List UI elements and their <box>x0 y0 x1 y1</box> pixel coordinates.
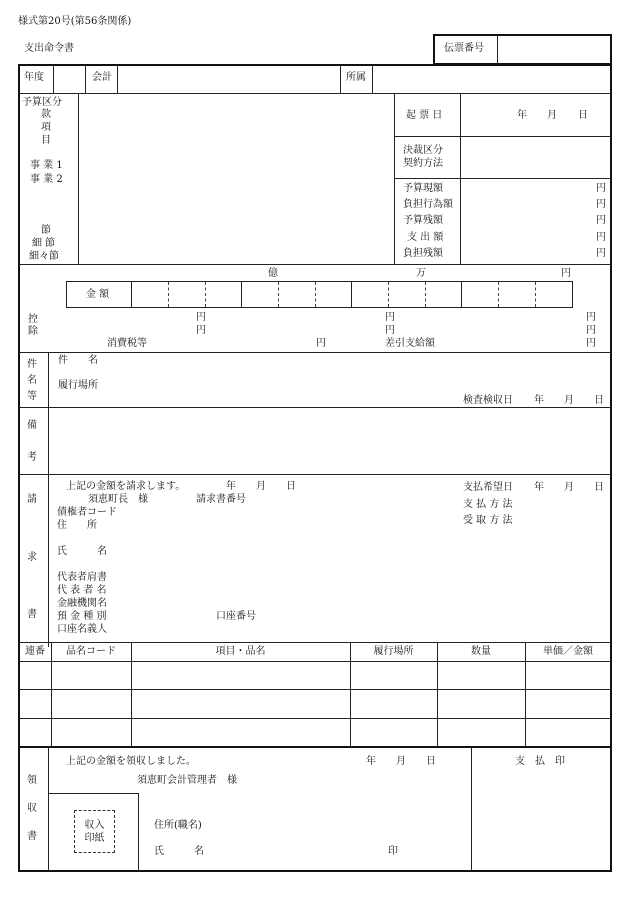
col-item-code: 品名コード <box>66 646 116 657</box>
main-frame <box>18 64 612 872</box>
saisetsu-label: 細 節 <box>32 238 56 249</box>
col-serial: 連番 <box>25 646 45 657</box>
subject-name-label: 件 名 <box>58 355 98 366</box>
deposit-type-label: 預 金 種 別 <box>57 611 107 622</box>
slip-number-label: 伝票番号 <box>444 43 484 54</box>
commitment-remaining-label: 負担残額 <box>403 248 443 259</box>
net-pay-label: 差引支給額 <box>385 338 435 349</box>
col-place: 履行場所 <box>373 646 414 657</box>
col-item-name: 項目・品名 <box>215 646 266 657</box>
invoice-number-label: 請求書番号 <box>196 494 246 505</box>
seal-label: 印 <box>388 846 398 857</box>
rep-name-label: 代 表 者 名 <box>57 585 107 596</box>
form-number: 様式第20号(第56条関係) <box>18 16 132 27</box>
amount-label: 金 額 <box>86 289 110 300</box>
request-text: 上記の金額を請求します。 <box>66 481 186 492</box>
project-1-label: 事 業 1 <box>30 160 63 171</box>
revenue-stamp-label-2: 印紙 <box>84 833 105 844</box>
receipt-text: 上記の金額を領収しました。 <box>66 756 196 767</box>
receipt-label: 領 <box>27 775 37 786</box>
account-number-label: 口座番号 <box>216 611 256 622</box>
account-holder-label: 口座名義人 <box>57 624 107 635</box>
invoice-label: 請 <box>27 494 37 505</box>
budget-category-label: 予算区分 <box>22 97 62 108</box>
payment-date-label: 支払希望日 <box>463 482 513 493</box>
inspection-date-label: 検査検収日 <box>463 395 513 406</box>
project-2-label: 事 業 2 <box>30 174 63 185</box>
commitment-amount-label: 負担行為額 <box>403 199 453 210</box>
receipt-addressee: 須恵町会計管理者 様 <box>137 775 237 786</box>
receipt-name-label: 氏 名 <box>154 846 204 857</box>
amount-box <box>66 281 573 308</box>
department-label: 所属 <box>346 72 366 83</box>
creditor-code-label: 債権者コード <box>57 507 117 518</box>
approval-class-label: 決裁区分 <box>403 145 443 156</box>
setsu-label: 節 <box>41 225 51 236</box>
form-title: 支出命令書 <box>24 43 74 54</box>
fiscal-year-label: 年度 <box>24 72 44 83</box>
issue-date-label: 起 票 日 <box>406 110 443 121</box>
kan-label: 款 <box>41 109 51 120</box>
col-quantity: 数量 <box>471 646 491 657</box>
deduction-label: 控 <box>28 314 38 325</box>
payment-seal-label: 支 払 印 <box>515 756 565 767</box>
payment-method-label: 支 払 方 法 <box>463 499 513 510</box>
rep-title-label: 代表者肩書 <box>57 572 107 583</box>
remarks-label: 備 <box>27 420 37 431</box>
receive-method-label: 受 取 方 法 <box>463 515 513 526</box>
saisaisetsu-label: 細々節 <box>29 251 59 262</box>
name-label: 氏 名 <box>57 546 107 557</box>
budget-remaining-label: 予算残額 <box>403 215 443 226</box>
address-label: 住 所 <box>57 520 97 531</box>
bank-name-label: 金融機関名 <box>57 598 107 609</box>
tax-label: 消費税等 <box>107 338 147 349</box>
expenditure-label: 支 出 額 <box>407 232 444 243</box>
moku-label: 目 <box>41 135 51 146</box>
receipt-address-label: 住所(職名) <box>154 820 202 831</box>
col-unit-price: 単価／金額 <box>543 646 593 657</box>
performance-place-label: 履行場所 <box>58 380 98 391</box>
revenue-stamp-label-1: 収入 <box>84 820 105 831</box>
kou-label: 項 <box>41 122 51 133</box>
invoice-addressee: 須恵町長 様 <box>88 494 148 505</box>
man-label: 万 <box>416 268 426 279</box>
budget-current-label: 予算現額 <box>403 183 443 194</box>
contract-method-label: 契約方法 <box>403 158 443 169</box>
account-label: 会計 <box>92 72 112 83</box>
oku-label: 億 <box>268 268 278 279</box>
yen-label: 円 <box>561 268 571 279</box>
